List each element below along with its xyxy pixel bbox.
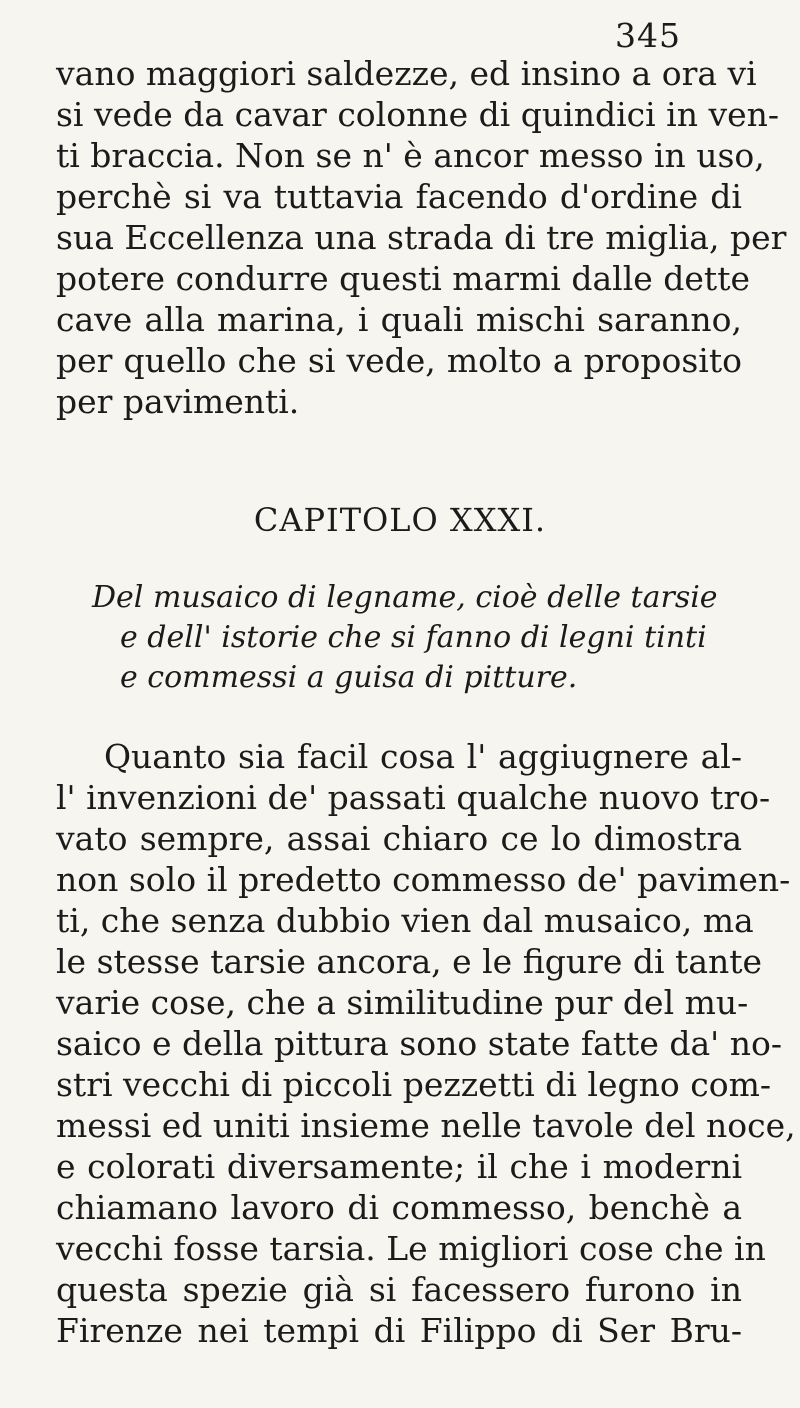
text-line: l' invenzioni de' passati qualche nuovo tro- [56, 778, 771, 817]
page-number: 345 [615, 16, 681, 55]
text-line: questa spezie già si facessero furono in [56, 1270, 742, 1309]
text-line: ti, che senza dubbio vien dal musaico, ma [56, 901, 754, 940]
text-line: stri vecchi di piccoli pezzetti di legno com- [56, 1065, 772, 1104]
chapter-title: CAPITOLO XXXI. [253, 501, 547, 539]
paragraph-main [56, 736, 796, 1351]
text-line: per pavimenti. [56, 382, 300, 421]
text-line: Firenze nei tempi di Filippo di Ser Bru- [56, 1311, 742, 1350]
text-line: perchè si va tuttavia facendo d'ordine di [56, 177, 742, 216]
subtitle-line: e commessi a guisa di pitture. [120, 660, 578, 695]
text-line: vecchi fosse tarsia. Le migliori cose che in [56, 1229, 766, 1268]
text-line: ti braccia. Non se n' è ancor messo in uso, [56, 136, 765, 175]
text-line: vato sempre, assai chiaro ce lo dimostra [56, 819, 742, 858]
text-line: saico e della pittura sono state fatte da' no- [56, 1024, 782, 1063]
text-line: varie cose, che a similitudine pur del mu- [56, 983, 749, 1022]
paragraph-continuation [56, 53, 787, 422]
subtitle-line: e dell' istorie che si fanno di legni tinti [120, 620, 707, 655]
text-line: messi ed uniti insieme nelle tavole del noce, [56, 1106, 796, 1145]
text-line: potere condurre questi marmi dalle dette [56, 259, 750, 298]
chapter-subtitle [92, 578, 752, 698]
text-line: vano maggiori saldezze, ed insino a ora vi [56, 54, 757, 93]
text-line: Quanto sia facil cosa l' aggiugnere al- [104, 737, 742, 776]
text-line: e colorati diversamente; il che i moderni [56, 1147, 742, 1186]
text-line: si vede da cavar colonne di quindici in ven- [56, 95, 780, 134]
text-line: sua Eccellenza una strada di tre miglia, per [56, 218, 787, 257]
text-line: per quello che si vede, molto a proposito [56, 341, 742, 380]
text-line: non solo il predetto commesso de' pavimen- [56, 860, 791, 899]
text-line: cave alla marina, i quali mischi saranno, [56, 300, 742, 339]
subtitle-line: Del musaico di legname, cioè delle tarsie [92, 580, 718, 615]
text-line: le stesse tarsie ancora, e le figure di tante [56, 942, 763, 981]
text-line: chiamano lavoro di commesso, benchè a [56, 1188, 742, 1227]
